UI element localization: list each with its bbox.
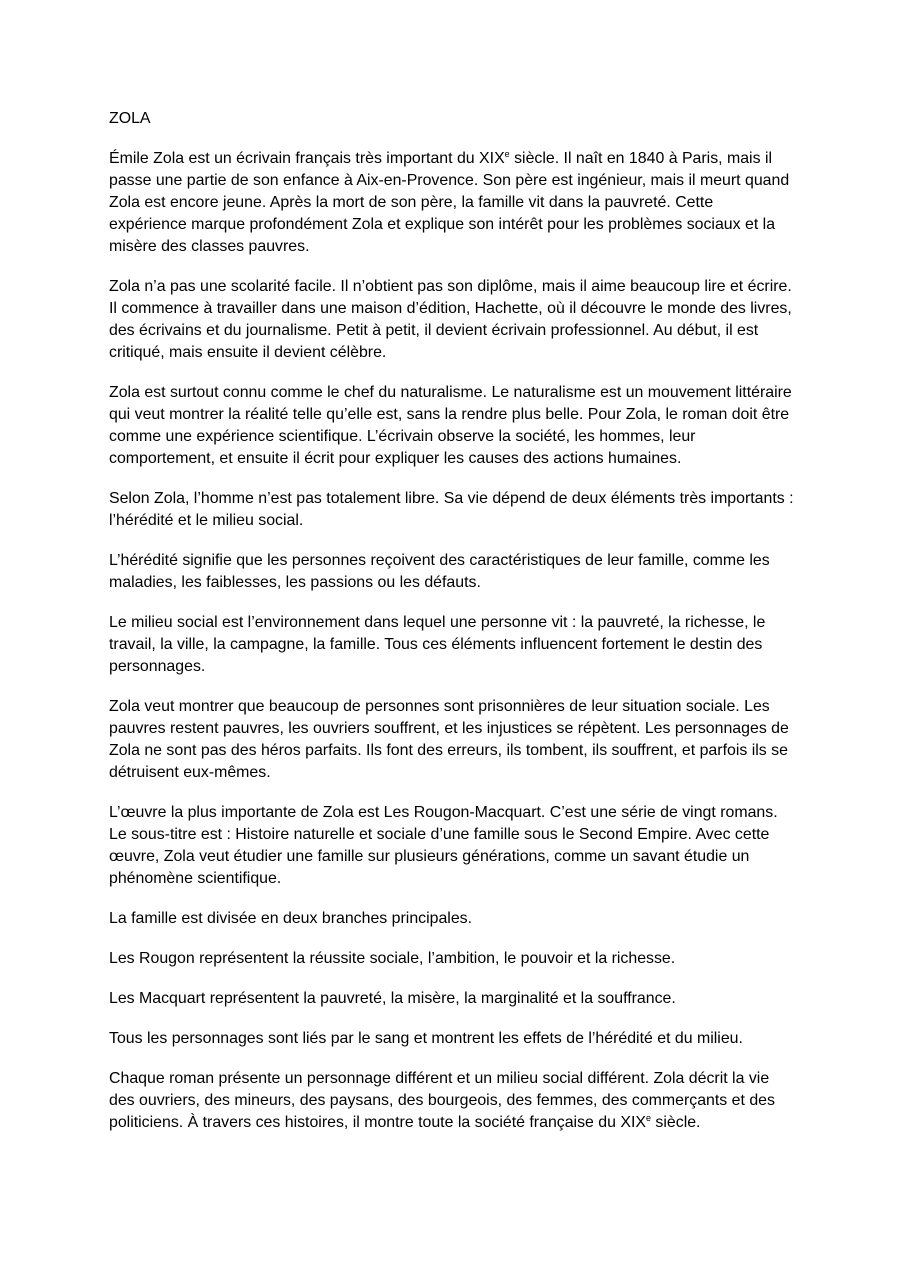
paragraph-text: Les Macquart représentent la pauvreté, la misère, la marginalité et la souffrance. [109, 990, 676, 1007]
paragraph-prisoners [109, 696, 794, 784]
paragraph-rougon-macquart [109, 802, 794, 890]
paragraph-text: La famille est divisée en deux branches principales. [109, 910, 473, 927]
paragraph-social-milieu [109, 612, 794, 678]
paragraph-text: Tous les personnages sont liés par le sang et montrent les effets de l’hérédité et du milieu. [109, 1030, 743, 1047]
paragraph-macquart [109, 988, 794, 1010]
paragraph-text: Les Rougon représentent la réussite sociale, l’ambition, le pouvoir et la richesse. [109, 950, 676, 967]
paragraph-heredity [109, 550, 794, 594]
paragraph-freedom [109, 488, 794, 532]
paragraph-rougon [109, 948, 794, 970]
paragraph-text: Zola veut montrer que beaucoup de personnes sont prisonnières de leur situation sociale. Les pauvres restent pauvres, les ouvriers souffrent, et les injustices se répètent. Les personnages de Zola ne sont pas des héros parfaits. Ils font des erreurs, ils tombent, ils souffrent, et parfois ils se détruisent eux-mêmes. [109, 698, 789, 781]
paragraph-text: L’œuvre la plus importante de Zola est Les Rougon-Macquart. C’est une série de vingt romans. Le sous-titre est : Histoire naturelle et sociale d’une famille sous le Second Empire. Avec cette œuvre, Zola veut étudier une famille sur plusieurs générations, comme un savant étudie un phénomène scientifique. [109, 804, 778, 887]
paragraph-family-branches [109, 908, 794, 930]
paragraph-text: L’hérédité signifie que les personnes reçoivent des caractéristiques de leur famille, comme les maladies, les faiblesses, les passions ou les défauts. [109, 552, 770, 591]
paragraph-text: siècle. [651, 1114, 701, 1131]
paragraph-text: Selon Zola, l’homme n’est pas totalement libre. Sa vie dépend de deux éléments très importants : l’hérédité et le milieu social. [109, 490, 794, 529]
paragraph-blood-ties [109, 1028, 794, 1050]
document-page [109, 108, 794, 1134]
century-superscript: e [646, 1113, 652, 1123]
document-title: ZOLA [109, 110, 151, 127]
paragraph-naturalism [109, 382, 794, 470]
century-superscript: e [504, 149, 510, 159]
paragraph-text: Zola n’a pas une scolarité facile. Il n’obtient pas son diplôme, mais il aime beaucoup lire et écrire. Il commence à travailler dans une maison d’édition, Hachette, où il découvre le monde des livres, des écrivains et du journalisme. Petit à petit, il devient écrivain professionnel. Au début, il est critiqué, mais ensuite il devient célèbre. [109, 278, 792, 361]
paragraph-education [109, 276, 794, 364]
paragraph-text: Le milieu social est l’environnement dans lequel une personne vit : la pauvreté, la richesse, le travail, la ville, la campagne, la famille. Tous ces éléments influencent fortement le destin des personnages. [109, 614, 766, 675]
paragraph-society [109, 1068, 794, 1134]
paragraph-text: Émile Zola est un écrivain français très important du XIX [109, 150, 505, 167]
paragraph-text: Chaque roman présente un personnage différent et un milieu social différent. Zola décrit la vie des ouvriers, des mineurs, des paysans, des bourgeois, des femmes, des commerçants et des politiciens. À travers ces histoires, il montre toute la société française du XIX [109, 1070, 775, 1131]
paragraph-text: siècle. Il naît en 1840 à Paris, mais il passe une partie de son enfance à Aix-en-Provence. Son père est ingénieur, mais il meurt quand Zola est encore jeune. Après la mort de son père, la famille vit dans la pauvreté. Cette expérience marque profondément Zola et explique son intérêt pour les problèmes sociaux et la misère des classes pauvres. [109, 150, 790, 255]
paragraph-biography [109, 148, 794, 258]
paragraph-text: Zola est surtout connu comme le chef du naturalisme. Le naturalisme est un mouvement littéraire qui veut montrer la réalité telle qu’elle est, sans la rendre plus belle. Pour Zola, le roman doit être comme une expérience scientifique. L’écrivain observe la société, les hommes, leur comportement, et ensuite il écrit pour expliquer les causes des actions humaines. [109, 384, 792, 467]
